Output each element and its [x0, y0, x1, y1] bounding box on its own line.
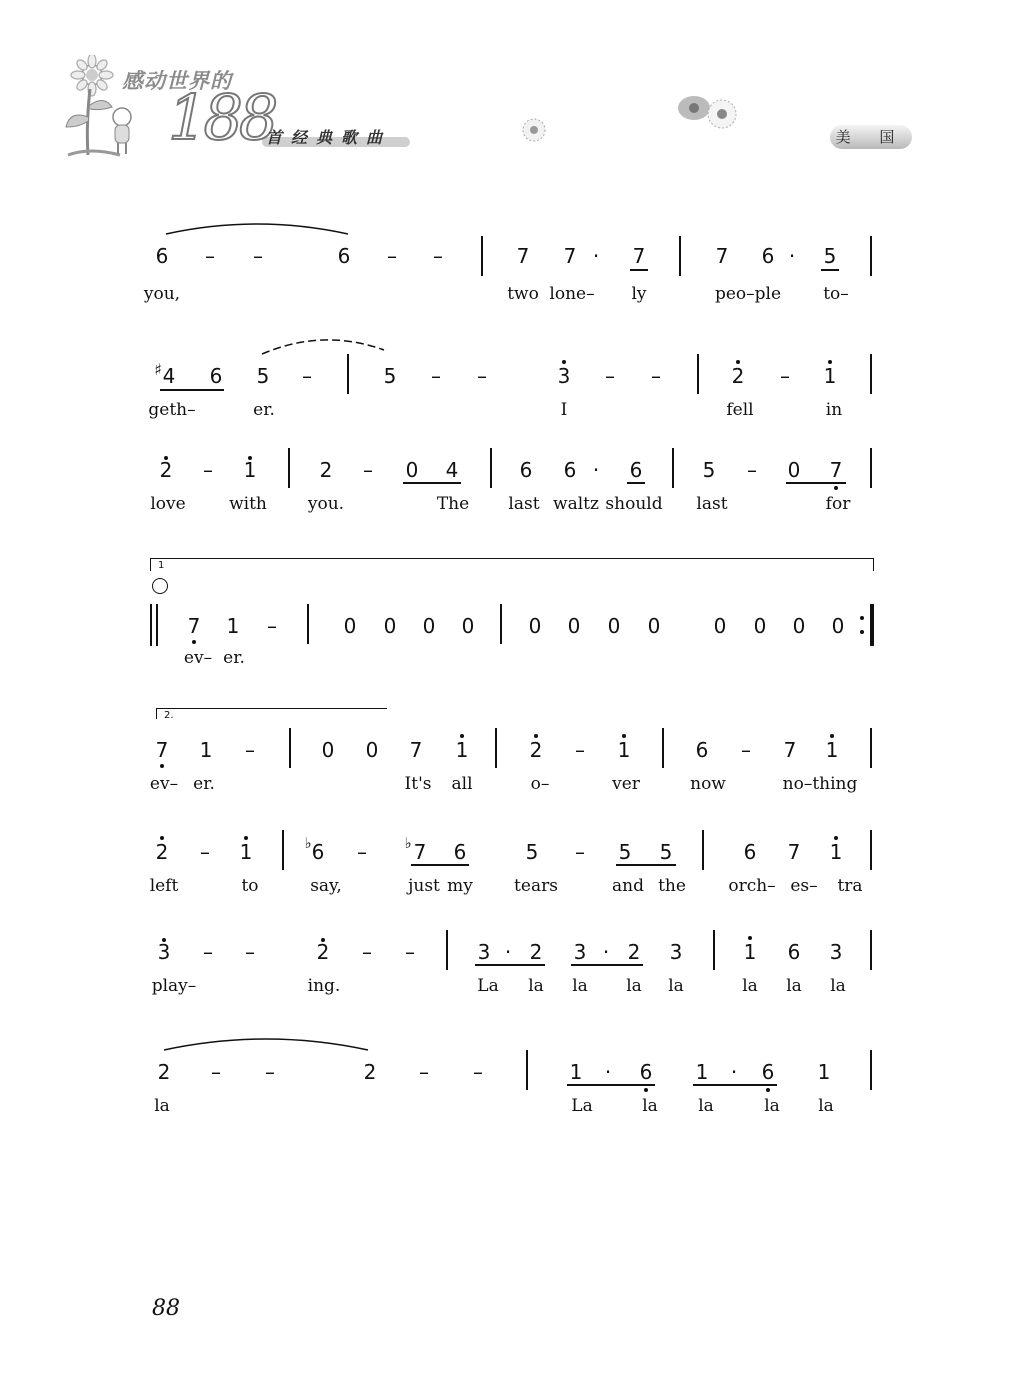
dash: –	[575, 840, 585, 864]
lyric: left	[149, 876, 179, 896]
lyric: ev–	[183, 648, 213, 668]
lyric: all	[451, 774, 473, 794]
note: 1	[455, 738, 469, 762]
underline	[693, 1084, 777, 1086]
lyric: lone–	[549, 284, 595, 304]
note: 7	[409, 738, 423, 762]
note: 2	[157, 1060, 171, 1084]
lyric: play–	[151, 976, 197, 996]
note: 1	[695, 1060, 709, 1084]
lyric: la	[528, 976, 544, 996]
note: 6	[629, 458, 643, 482]
dash: –	[780, 364, 790, 388]
note: 6	[695, 738, 709, 762]
book-title-line1: 感动世界的	[122, 69, 232, 93]
note: 2	[159, 458, 173, 482]
dash: –	[419, 1060, 429, 1084]
dot: ·	[592, 244, 600, 268]
dot: ·	[730, 1060, 738, 1084]
lyric: last	[696, 494, 728, 514]
fermata-circle-icon	[152, 578, 168, 594]
rest: 0	[831, 614, 845, 638]
lyric: orch–	[728, 876, 776, 896]
lyric: in	[825, 400, 843, 420]
lyric: you.	[307, 494, 345, 514]
lyric: say,	[310, 876, 342, 896]
barline	[672, 448, 674, 488]
repeat-start-barline-thin	[156, 604, 158, 646]
underline	[616, 864, 676, 866]
dash: –	[362, 940, 372, 964]
barline	[495, 728, 497, 768]
note: 1	[829, 840, 843, 864]
tie-arc	[162, 220, 352, 236]
book-title-line2-text: 首经典歌曲	[266, 128, 392, 147]
slur-arc	[258, 336, 388, 356]
score-system-6	[140, 818, 880, 908]
note: 1	[226, 614, 240, 638]
note: 7	[516, 244, 530, 268]
page-header	[60, 55, 960, 175]
note: 2	[316, 940, 330, 964]
barline	[679, 236, 681, 276]
rest: 0	[343, 614, 357, 638]
lyric: ing.	[307, 976, 341, 996]
lyric: tra	[837, 876, 863, 896]
lyric: with	[229, 494, 267, 514]
tie-arc	[160, 1036, 372, 1052]
note: 7	[787, 840, 801, 864]
repeat-dot	[860, 616, 864, 620]
sharp-sign: ♯	[154, 360, 162, 379]
lyric: la	[764, 1096, 780, 1116]
lower-octave-dot	[192, 640, 196, 644]
lyric: The	[436, 494, 470, 514]
barline	[446, 930, 448, 970]
note: 5	[702, 458, 716, 482]
rest: 0	[792, 614, 806, 638]
lyric: la	[818, 1096, 834, 1116]
lyric: to–	[823, 284, 849, 304]
score-system-7	[140, 920, 880, 1010]
small-flower-icon	[515, 115, 553, 145]
note: 5	[256, 364, 270, 388]
note: 6	[209, 364, 223, 388]
note: 1	[243, 458, 257, 482]
note: 1	[825, 738, 839, 762]
lyric: la	[626, 976, 642, 996]
page-number: 88	[152, 1296, 180, 1321]
lower-octave-dot	[766, 1088, 770, 1092]
flat-sign: ♭	[404, 834, 412, 852]
lyric: It's	[404, 774, 432, 794]
rest: 0	[567, 614, 581, 638]
dash: –	[267, 614, 277, 638]
repeat-dot	[860, 630, 864, 634]
note: 7	[715, 244, 729, 268]
lyric: er.	[193, 774, 215, 794]
note: 2	[627, 940, 641, 964]
score-system-1	[140, 222, 880, 312]
dash: –	[433, 244, 443, 268]
note: 7	[632, 244, 646, 268]
note: 3	[557, 364, 571, 388]
dot: ·	[592, 458, 600, 482]
lyric: waltz	[553, 494, 599, 514]
barline	[288, 448, 290, 488]
lyric: ver	[612, 774, 640, 794]
dash: –	[605, 364, 615, 388]
note: 6	[519, 458, 533, 482]
dash: –	[431, 364, 441, 388]
rest: 0	[365, 738, 379, 762]
dash: –	[203, 458, 213, 482]
lower-octave-dot	[834, 486, 838, 490]
rest: 0	[753, 614, 767, 638]
underline	[475, 964, 545, 966]
barline	[500, 604, 502, 644]
note: 1	[823, 364, 837, 388]
note: 1	[817, 1060, 831, 1084]
note: 4	[445, 458, 459, 482]
dash: –	[203, 940, 213, 964]
lyric: la	[668, 976, 684, 996]
book-title-line2	[266, 125, 391, 148]
repeat-start-barline	[150, 604, 152, 646]
barline	[490, 448, 492, 488]
dash: –	[200, 840, 210, 864]
volta-bracket	[150, 558, 874, 571]
underline	[403, 482, 461, 484]
dash: –	[302, 364, 312, 388]
note: 7	[155, 738, 169, 762]
lyric: now	[690, 774, 726, 794]
barline	[870, 930, 872, 970]
barline	[289, 728, 291, 768]
barline	[870, 354, 872, 394]
dash: –	[205, 244, 215, 268]
rest: 0	[383, 614, 397, 638]
lyric: fell	[726, 400, 754, 420]
lyric: o–	[530, 774, 550, 794]
note: 7	[413, 840, 427, 864]
lyric: la	[698, 1096, 714, 1116]
lyric: the	[658, 876, 686, 896]
lyric: La	[477, 976, 499, 996]
dash: –	[477, 364, 487, 388]
flower-pair-icon	[670, 90, 748, 130]
barline	[870, 830, 872, 870]
note: 5	[525, 840, 539, 864]
dash: –	[245, 738, 255, 762]
country-badge: 美 国	[830, 125, 912, 149]
note: 6	[639, 1060, 653, 1084]
lyric: la	[830, 976, 846, 996]
note: 3	[477, 940, 491, 964]
lyric: for	[825, 494, 851, 514]
rest: 0	[607, 614, 621, 638]
note: 6	[743, 840, 757, 864]
lyric: to	[241, 876, 259, 896]
note: 3	[157, 940, 171, 964]
rest: 0	[713, 614, 727, 638]
rest: 0	[647, 614, 661, 638]
rest: 0	[321, 738, 335, 762]
lyric: tears	[514, 876, 558, 896]
note: 6	[761, 1060, 775, 1084]
note: 5	[383, 364, 397, 388]
dash: –	[245, 940, 255, 964]
lyric: love	[150, 494, 186, 514]
dash: –	[387, 244, 397, 268]
barline	[713, 930, 715, 970]
barline	[481, 236, 483, 276]
note: 7	[187, 614, 201, 638]
note: 7	[783, 738, 797, 762]
note: 4	[162, 364, 176, 388]
note: 2	[155, 840, 169, 864]
barline	[307, 604, 309, 644]
note: 2	[319, 458, 333, 482]
note: 0	[787, 458, 801, 482]
dash: –	[265, 1060, 275, 1084]
dash: –	[651, 364, 661, 388]
rest: 0	[422, 614, 436, 638]
lyric: my	[447, 876, 473, 896]
note: 7	[563, 244, 577, 268]
barline	[282, 830, 284, 870]
lyric: no–thing	[782, 774, 858, 794]
underline	[160, 389, 224, 391]
barline	[347, 354, 349, 394]
barline	[870, 728, 872, 768]
dash: –	[405, 940, 415, 964]
lyric: just	[408, 876, 440, 896]
note: 1	[199, 738, 213, 762]
score-system-3	[140, 436, 880, 526]
lyric: should	[605, 494, 663, 514]
note: 1	[569, 1060, 583, 1084]
barline	[697, 354, 699, 394]
lyric: La	[571, 1096, 593, 1116]
underline	[821, 269, 839, 271]
lyric: ly	[631, 284, 647, 304]
note: 6	[337, 244, 351, 268]
repeat-end-barline	[870, 604, 874, 646]
note: 5	[659, 840, 673, 864]
dot: ·	[788, 244, 796, 268]
lyric: la	[742, 976, 758, 996]
dash: –	[575, 738, 585, 762]
note: 6	[787, 940, 801, 964]
book-title-number: 188	[168, 81, 275, 154]
dot: ·	[604, 1060, 612, 1084]
underline	[786, 482, 846, 484]
note: 5	[823, 244, 837, 268]
score-system-8	[140, 1036, 880, 1126]
lyric: ev–	[149, 774, 179, 794]
barline	[662, 728, 664, 768]
dot: ·	[504, 940, 512, 964]
underline	[567, 1084, 655, 1086]
note: 6	[453, 840, 467, 864]
underline	[630, 269, 648, 271]
dash: –	[363, 458, 373, 482]
score-system-4-first-ending	[140, 558, 880, 678]
note: 1	[743, 940, 757, 964]
lyric: la	[642, 1096, 658, 1116]
note: 6	[761, 244, 775, 268]
note: 6	[155, 244, 169, 268]
note: 3	[829, 940, 843, 964]
note: 0	[405, 458, 419, 482]
underline	[627, 482, 645, 484]
rest: 0	[461, 614, 475, 638]
dash: –	[741, 738, 751, 762]
barline	[870, 448, 872, 488]
note: 2	[529, 738, 543, 762]
lyric: peo–ple	[714, 284, 782, 304]
lyric: la	[572, 976, 588, 996]
lower-octave-dot	[644, 1088, 648, 1092]
lyric: two	[507, 284, 539, 304]
volta-bracket	[156, 708, 387, 719]
score-system-2	[140, 340, 880, 430]
lyric: I	[560, 400, 568, 420]
volta-label: 1	[158, 560, 165, 571]
note: 3	[573, 940, 587, 964]
note: 2	[363, 1060, 377, 1084]
lyric: er.	[253, 400, 275, 420]
flat-sign: ♭	[304, 834, 312, 852]
note: 7	[829, 458, 843, 482]
dot: ·	[602, 940, 610, 964]
note: 6	[311, 840, 325, 864]
underline	[571, 964, 643, 966]
volta-label: 2.	[164, 710, 174, 721]
lyric: la	[786, 976, 802, 996]
lyric: er.	[223, 648, 245, 668]
barline	[870, 236, 872, 276]
barline	[870, 1050, 872, 1090]
lyric: geth–	[148, 400, 196, 420]
lyric: last	[508, 494, 540, 514]
lyric: and	[612, 876, 644, 896]
barline	[702, 830, 704, 870]
lyric: es–	[790, 876, 818, 896]
score-system-5-second-ending	[140, 708, 880, 808]
dash: –	[253, 244, 263, 268]
dash: –	[747, 458, 757, 482]
dash: –	[357, 840, 367, 864]
note: 5	[618, 840, 632, 864]
lower-octave-dot	[160, 764, 164, 768]
underline	[411, 864, 469, 866]
lyric: la	[154, 1096, 170, 1116]
note: 1	[239, 840, 253, 864]
lyric: you,	[143, 284, 181, 304]
note: 2	[731, 364, 745, 388]
barline	[526, 1050, 528, 1090]
dash: –	[211, 1060, 221, 1084]
note: 3	[669, 940, 683, 964]
dash: –	[473, 1060, 483, 1084]
note: 2	[529, 940, 543, 964]
rest: 0	[528, 614, 542, 638]
note: 6	[563, 458, 577, 482]
note: 1	[617, 738, 631, 762]
